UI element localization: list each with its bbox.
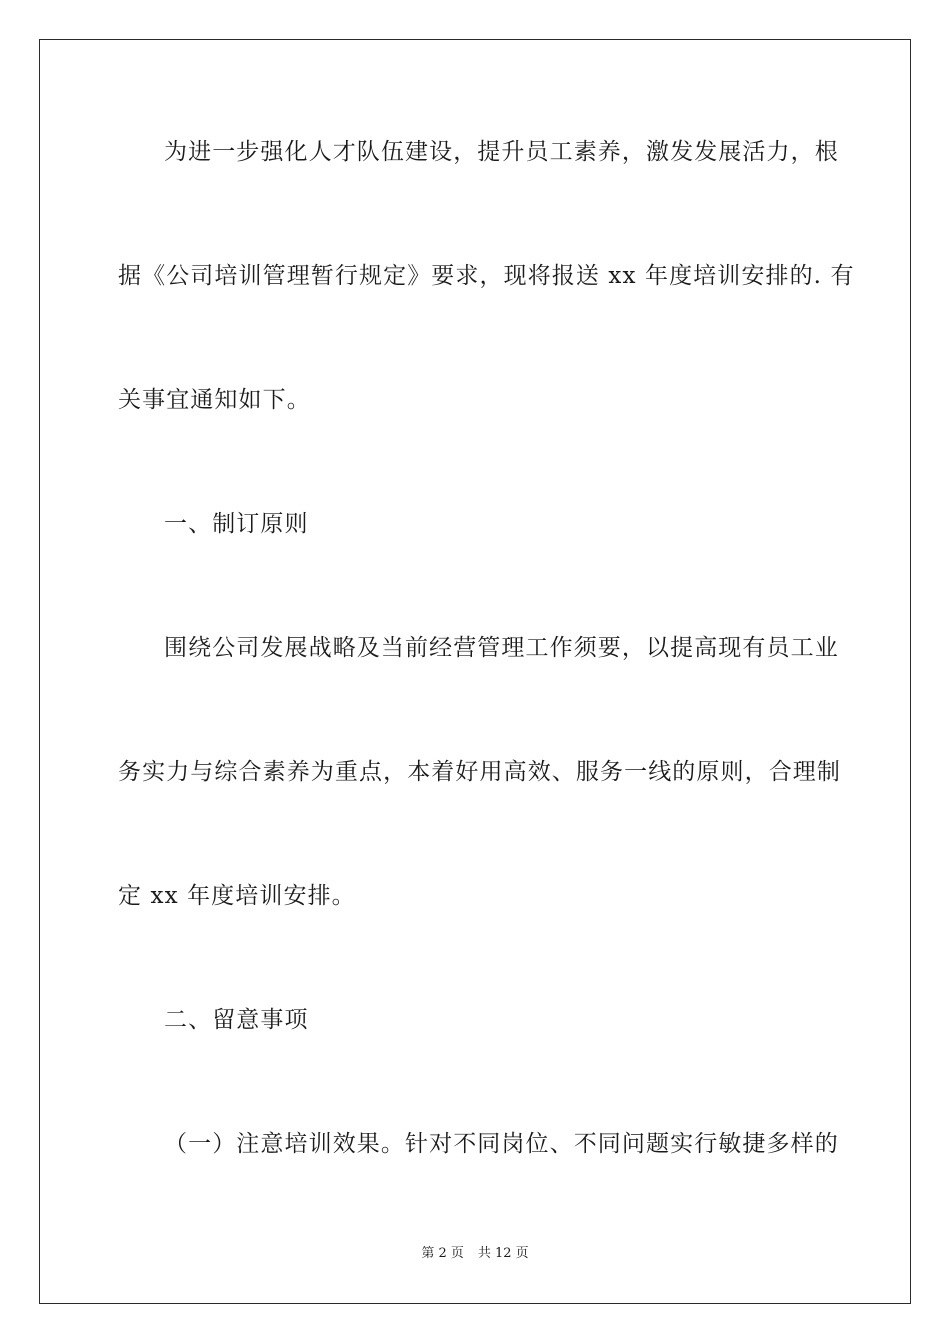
section-heading-2: 二、留意事项 [164,1007,309,1033]
page-border [39,39,911,1304]
page-number: 第 2 页 [421,1246,464,1261]
section-heading-1: 一、制订原则 [164,511,309,537]
paragraph-2-line-2: 务实力与综合素养为重点，本着好用高效、服务一线的原则，合理制 [118,759,841,785]
paragraph-1-line-3: 关事宜通知如下。 [118,387,311,413]
paragraph-2-line-3: 定 xx 年度培训安排。 [118,883,356,909]
paragraph-1-line-1: 为进一步强化人才队伍建设，提升员工素养，激发发展活力，根 [164,139,839,165]
page-total: 共 12 页 [477,1246,529,1261]
paragraph-2-line-1: 围绕公司发展战略及当前经营管理工作须要，以提高现有员工业 [164,635,839,661]
page-footer [0,1245,950,1263]
paragraph-1-line-2: 据《公司培训管理暂行规定》要求，现将报送 xx 年度培训安排的. 有 [118,263,855,289]
paragraph-3-line-1: （一）注意培训效果。针对不同岗位、不同问题实行敏捷多样的 [164,1131,839,1157]
